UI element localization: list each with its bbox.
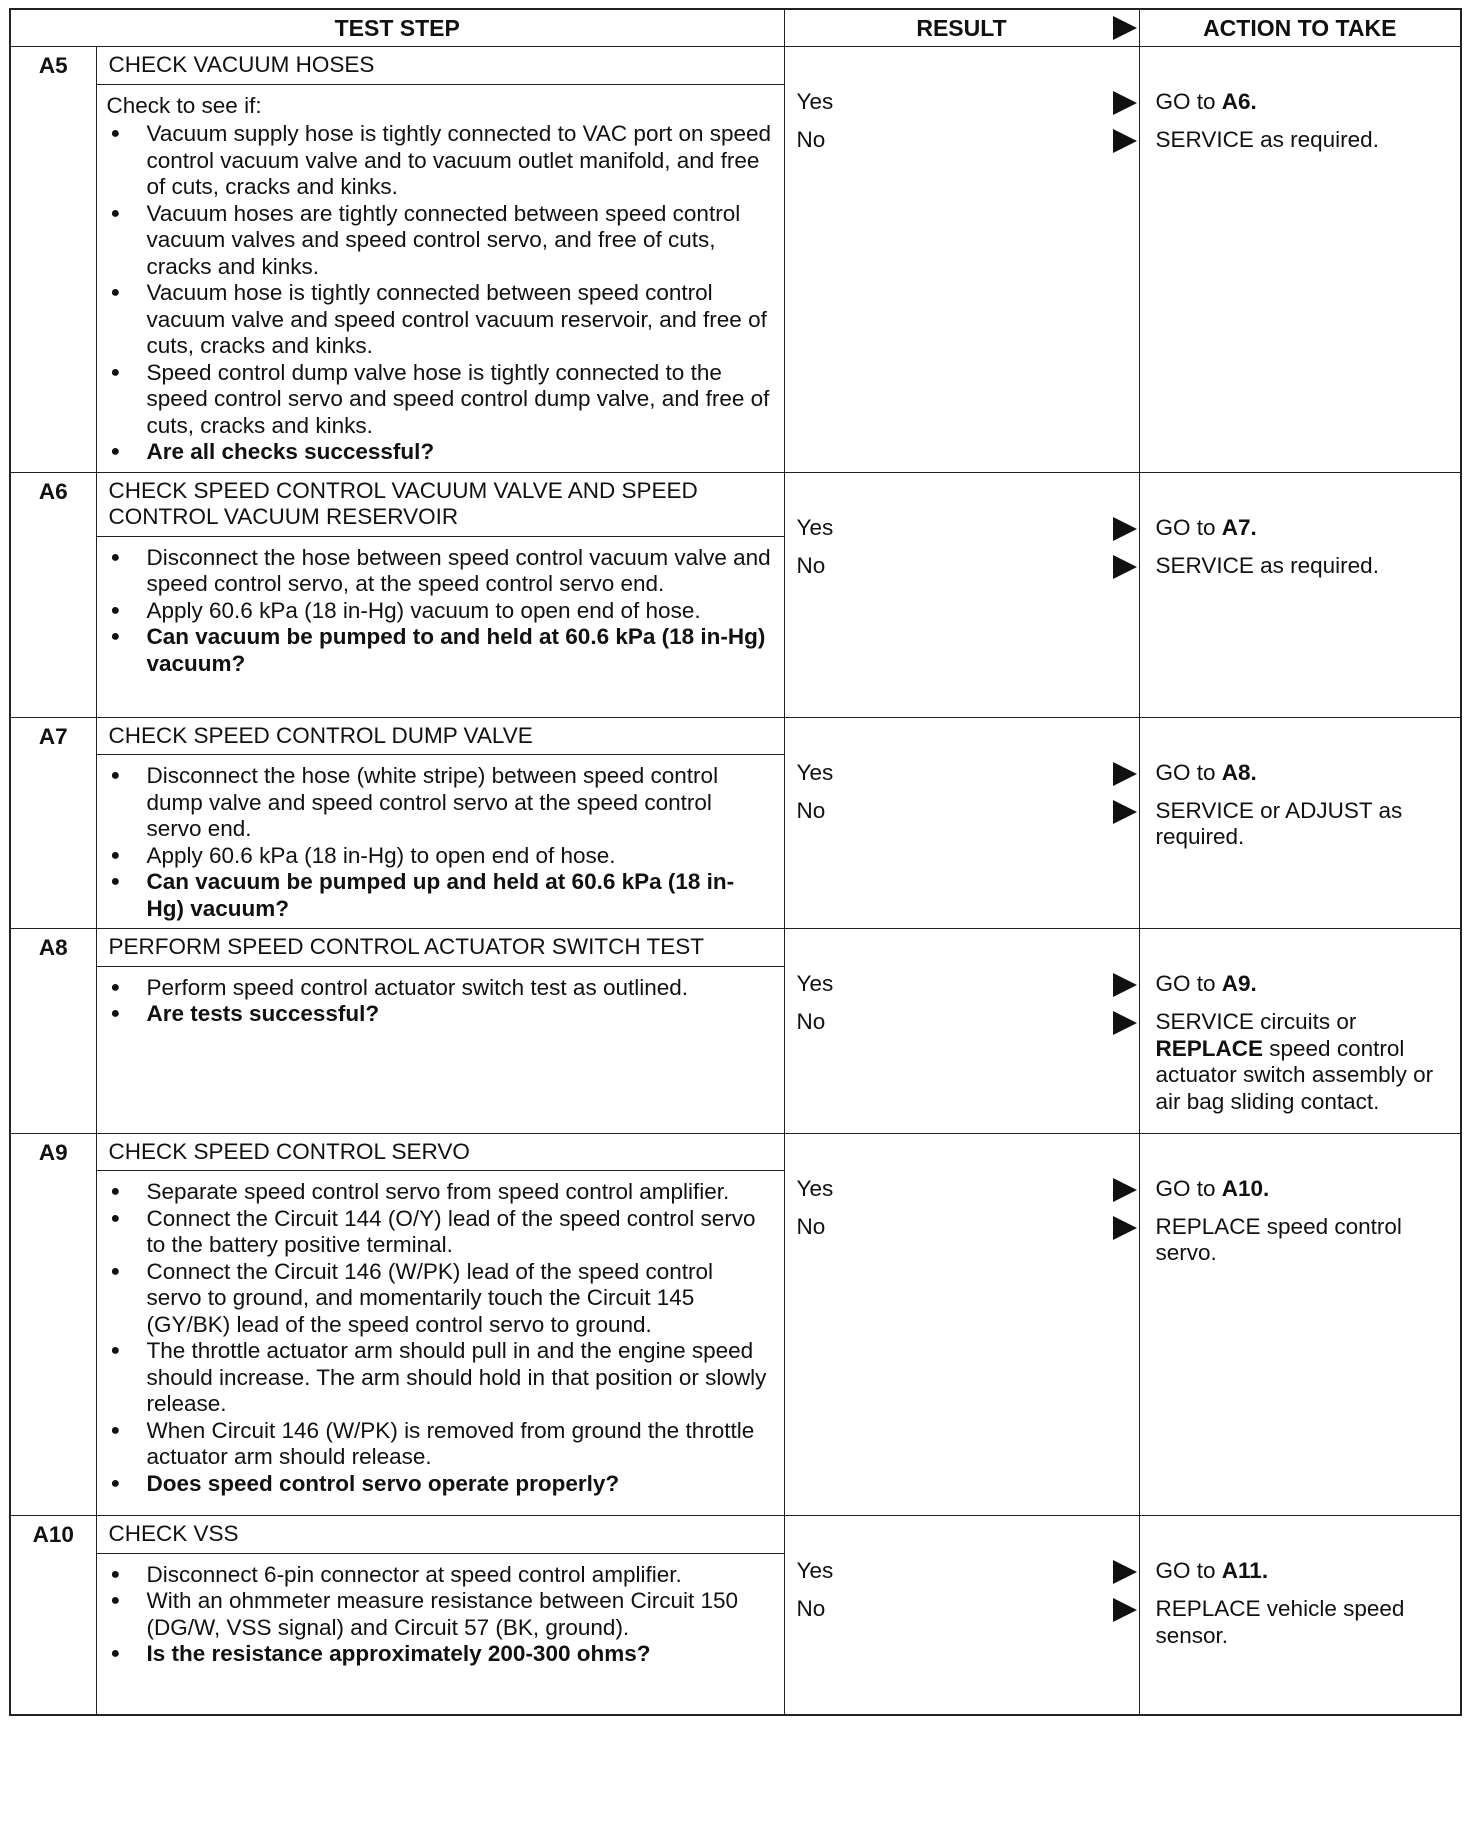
bullet-item: ● Connect the Circuit 146 (W/PK) lead of the speed control servo to ground, and momentarily touch the Circuit 145 (GY/BK) lead of the speed control servo to ground. <box>107 1259 772 1339</box>
bullet-item: ● Connect the Circuit 144 (O/Y) lead of the speed control servo to the battery positive terminal. <box>107 1206 772 1259</box>
step-title-row <box>10 1133 1461 1171</box>
result-no-row <box>785 1596 1139 1634</box>
arrow-right-icon <box>1113 1560 1137 1584</box>
header-row <box>10 9 1461 47</box>
action-yes-prefix: GO to <box>1155 1558 1222 1583</box>
bullet-item: ● The throttle actuator arm should pull in and the engine speed should increase. The arm should hold in that position or slowly release. <box>107 1338 772 1418</box>
action-no <box>1140 1596 1461 1649</box>
step-id: A6 <box>10 472 96 717</box>
action-yes-prefix: GO to <box>1155 759 1222 785</box>
action-no-bold: REPLACE <box>1155 1035 1264 1061</box>
action-no <box>1140 127 1461 165</box>
bullet-item: ● Speed control dump valve hose is tightly connected to the speed control servo and speed control dump valve, and free of cuts, cracks and kinks. <box>107 360 772 440</box>
result-no-row <box>785 798 1139 836</box>
result-yes-row <box>785 1176 1139 1214</box>
arrow-right-icon <box>1113 800 1137 824</box>
step-title: CHECK VSS <box>96 1516 784 1554</box>
step-question: ● Are tests successful? <box>107 1001 772 1028</box>
result-no-row <box>785 553 1139 591</box>
result-yes: Yes <box>796 971 834 996</box>
step-body <box>96 84 784 472</box>
bullet-item: ● Apply 60.6 kPa (18 in-Hg) to open end of hose. <box>107 843 772 870</box>
action-cell <box>1139 47 1461 473</box>
step-question: ● Can vacuum be pumped up and held at 60.6 kPa (18 in-Hg) vacuum? <box>107 869 772 922</box>
bullet-item: ● Disconnect the hose (white stripe) between speed control dump valve and speed control servo at the speed control servo end. <box>107 763 772 843</box>
result-no-row <box>785 127 1139 165</box>
action-yes-ref: A9. <box>1221 971 1257 996</box>
step-title-row <box>10 929 1461 967</box>
result-cell <box>784 717 1139 929</box>
result-yes-row <box>785 515 1139 553</box>
result-no: No <box>796 1009 826 1034</box>
result-no: No <box>796 552 826 578</box>
arrow-right-icon <box>1113 1011 1137 1035</box>
step-body <box>96 755 784 929</box>
arrow-right-icon <box>1113 555 1137 579</box>
step-body <box>96 1553 784 1715</box>
result-yes: Yes <box>796 514 834 540</box>
action-yes <box>1140 515 1461 553</box>
step-body <box>96 1171 784 1516</box>
result-no: No <box>796 1213 826 1239</box>
step-id: A7 <box>10 717 96 929</box>
action-yes-ref: A8. <box>1221 759 1257 785</box>
arrow-right-icon <box>1113 1598 1137 1622</box>
action-no <box>1140 1214 1461 1267</box>
action-no <box>1140 553 1461 591</box>
result-yes-row <box>785 1558 1139 1596</box>
result-cell <box>784 472 1139 717</box>
step-question: ● Are all checks successful? <box>107 439 772 466</box>
result-yes: Yes <box>796 1175 834 1201</box>
result-yes: Yes <box>796 759 834 785</box>
arrow-right-icon <box>1113 1216 1137 1240</box>
header-result-label: RESULT <box>916 14 1007 41</box>
result-yes-row <box>785 89 1139 127</box>
action-yes <box>1140 760 1461 798</box>
arrow-right-icon <box>1113 762 1137 786</box>
action-yes-ref: A6. <box>1221 89 1257 114</box>
step-bullets <box>107 763 772 922</box>
bullet-item: ● Vacuum hoses are tightly connected between speed control vacuum valves and speed control servo, and free of cuts, cracks and kinks. <box>107 201 772 281</box>
result-yes-row <box>785 971 1139 1009</box>
action-yes <box>1140 1176 1461 1214</box>
arrow-right-icon <box>1113 16 1137 40</box>
step-bullets <box>107 975 772 1028</box>
step-bullets <box>107 121 772 466</box>
bullet-item: ● When Circuit 146 (W/PK) is removed from ground the throttle actuator arm should release. <box>107 1418 772 1471</box>
step-title: CHECK SPEED CONTROL SERVO <box>96 1133 784 1171</box>
action-no-prefix: SERVICE as required. <box>1155 127 1379 152</box>
step-bullets <box>107 1179 772 1497</box>
result-no: No <box>796 127 826 152</box>
action-yes-ref: A7. <box>1221 514 1257 540</box>
step-body <box>96 536 784 717</box>
step-title: PERFORM SPEED CONTROL ACTUATOR SWITCH TEST <box>96 929 784 967</box>
header-test-step: TEST STEP <box>10 9 784 47</box>
result-cell <box>784 1133 1139 1516</box>
action-yes-prefix: GO to <box>1155 514 1222 540</box>
bullet-item: ● Disconnect the hose between speed control vacuum valve and speed control servo, at the speed control servo end. <box>107 545 772 598</box>
action-no-prefix: SERVICE circuits or <box>1155 1009 1357 1034</box>
step-title-row <box>10 1516 1461 1554</box>
bullet-item: ● Perform speed control actuator switch test as outlined. <box>107 975 772 1002</box>
action-yes-prefix: GO to <box>1155 1175 1222 1201</box>
result-no: No <box>796 797 826 823</box>
result-cell <box>784 929 1139 1134</box>
action-yes-ref: A11. <box>1221 1558 1269 1583</box>
action-yes <box>1140 89 1461 127</box>
step-title-row <box>10 472 1461 536</box>
action-no-prefix: REPLACE vehicle speed sensor. <box>1155 1596 1405 1648</box>
bullet-item: ● Separate speed control servo from speed control amplifier. <box>107 1179 772 1206</box>
action-cell <box>1139 472 1461 717</box>
result-cell <box>784 1516 1139 1715</box>
step-bullets <box>107 1562 772 1668</box>
action-yes-ref: A10. <box>1221 1175 1270 1201</box>
step-title: CHECK VACUUM HOSES <box>96 47 784 85</box>
result-no-row <box>785 1214 1139 1252</box>
bullet-item: ● Disconnect 6-pin connector at speed control amplifier. <box>107 1562 772 1589</box>
step-question: ● Can vacuum be pumped to and held at 60.6 kPa (18 in-Hg) vacuum? <box>107 624 772 677</box>
header-result <box>784 9 1139 47</box>
arrow-right-icon <box>1113 1178 1137 1202</box>
action-yes-prefix: GO to <box>1155 971 1222 996</box>
action-no-suffix: speed control actuator switch assembly or air bag sliding contact. <box>1155 1035 1434 1114</box>
arrow-right-icon <box>1113 973 1137 997</box>
step-title-row <box>10 717 1461 755</box>
header-action: ACTION TO TAKE <box>1139 9 1461 47</box>
arrow-right-icon <box>1113 517 1137 541</box>
step-title-row <box>10 47 1461 85</box>
action-cell <box>1139 1133 1461 1516</box>
step-id: A9 <box>10 1133 96 1516</box>
bullet-item: ● Vacuum supply hose is tightly connected to VAC port on speed control vacuum valve and to vacuum outlet manifold, and free of cuts, cracks and kinks. <box>107 121 772 201</box>
arrow-right-icon <box>1113 91 1137 115</box>
action-no <box>1140 798 1461 851</box>
step-id: A10 <box>10 1516 96 1715</box>
diagnostic-table-sheet <box>9 8 1460 1822</box>
step-title: CHECK SPEED CONTROL VACUUM VALVE AND SPEED CONTROL VACUUM RESERVOIR <box>96 472 784 536</box>
steps-body <box>10 47 1461 1715</box>
step-question: ● Is the resistance approximately 200-300 ohms? <box>107 1641 772 1668</box>
bullet-item: ● Vacuum hose is tightly connected between speed control vacuum valve and speed control vacuum reservoir, and free of cuts, cracks and kinks. <box>107 280 772 360</box>
result-cell <box>784 47 1139 473</box>
step-bullets <box>107 545 772 678</box>
result-no: No <box>796 1596 826 1621</box>
action-cell <box>1139 1516 1461 1715</box>
bullet-item: ● With an ohmmeter measure resistance between Circuit 150 (DG/W, VSS signal) and Circuit 57 (BK, ground). <box>107 1588 772 1641</box>
action-yes <box>1140 971 1461 1009</box>
step-body <box>96 966 784 1133</box>
result-no-row <box>785 1009 1139 1047</box>
step-id: A5 <box>10 47 96 473</box>
step-id: A8 <box>10 929 96 1134</box>
action-yes-prefix: GO to <box>1155 89 1222 114</box>
action-no-prefix: SERVICE as required. <box>1155 552 1379 578</box>
action-cell <box>1139 929 1461 1134</box>
step-question: ● Does speed control servo operate properly? <box>107 1471 772 1498</box>
step-title: CHECK SPEED CONTROL DUMP VALVE <box>96 717 784 755</box>
arrow-right-icon <box>1113 129 1137 153</box>
result-yes: Yes <box>796 89 834 114</box>
action-cell <box>1139 717 1461 929</box>
result-yes: Yes <box>796 1558 834 1583</box>
action-no-prefix: REPLACE speed control servo. <box>1155 1213 1402 1265</box>
step-intro: Check to see if: <box>106 92 262 118</box>
pinpoint-test-table <box>9 8 1462 1716</box>
result-yes-row <box>785 760 1139 798</box>
bullet-item: ● Apply 60.6 kPa (18 in-Hg) vacuum to open end of hose. <box>107 598 772 625</box>
action-yes <box>1140 1558 1461 1596</box>
action-no <box>1140 1009 1461 1115</box>
action-no-prefix: SERVICE or ADJUST as required. <box>1155 797 1403 849</box>
